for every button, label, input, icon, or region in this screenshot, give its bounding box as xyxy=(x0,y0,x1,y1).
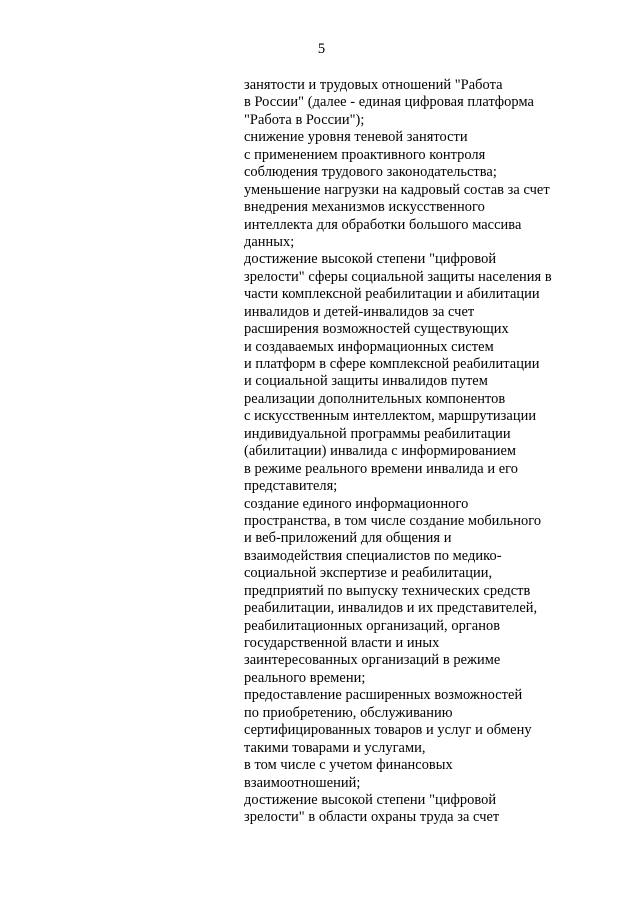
text-line: расширения возможностей существующих xyxy=(244,321,509,338)
text-line: взаимоотношений; xyxy=(244,774,361,791)
text-line: достижение высокой степени "цифровой xyxy=(244,251,497,268)
text-line: и платформ в сфере комплексной реабилитации xyxy=(244,356,540,372)
page-number xyxy=(0,41,640,58)
text-line: взаимодействия специалистов по медико- xyxy=(244,547,502,564)
text-line: предприятий по выпуску технических средств xyxy=(244,582,531,599)
text-line: реабилитации, инвалидов и их представителей, xyxy=(244,600,538,617)
text-line: соблюдения трудового законодательства; xyxy=(244,164,497,181)
text-line: заинтересованных организаций в режиме xyxy=(244,652,501,669)
text-line: части комплексной реабилитации и абилитации xyxy=(244,286,540,303)
text-line: и социальной защиты инвалидов путем xyxy=(244,373,488,390)
text-line: данных; xyxy=(244,233,295,250)
text-line: с применением проактивного контроля xyxy=(244,146,486,163)
text-line: сертифицированных товаров и услуг и обмену xyxy=(244,722,532,739)
text-line: предоставление расширенных возможностей xyxy=(244,687,523,704)
text-line: представителя; xyxy=(244,478,338,495)
text-line: внедрения механизмов искусственного xyxy=(244,199,485,216)
text-line: достижение высокой степени "цифровой xyxy=(244,791,497,808)
body-text xyxy=(244,77,624,827)
text-line: инвалидов и детей-инвалидов за счет xyxy=(244,303,475,320)
text-line: "Работа в России"); xyxy=(244,111,365,128)
text-line: (абилитации) инвалида с информированием xyxy=(244,443,517,460)
text-line: зрелости" в области охраны труда за счет xyxy=(244,809,500,826)
text-line: в России" (далее - единая цифровая платформа xyxy=(244,94,534,111)
text-line: по приобретению, обслуживанию xyxy=(244,704,453,721)
text-line: реального времени; xyxy=(244,669,366,686)
text-line: в том числе с учетом финансовых xyxy=(244,757,453,774)
text-line: реабилитационных организаций, органов xyxy=(244,617,501,634)
text-line: такими товарами и услугами, xyxy=(244,739,426,756)
text-line: занятости и трудовых отношений "Работа xyxy=(244,77,503,93)
text-line: интеллекта для обработки большого массива xyxy=(244,216,522,233)
text-line: и веб-приложений для общения и xyxy=(244,530,452,547)
page-number-text: 5 xyxy=(317,41,326,57)
text-line: государственной власти и иных xyxy=(244,635,440,651)
text-line: снижение уровня теневой занятости xyxy=(244,129,468,146)
text-line: пространства, в том числе создание мобильного xyxy=(244,512,542,529)
text-line: с искусственным интеллектом, маршрутизации xyxy=(244,408,537,425)
text-line: создание единого информационного xyxy=(244,495,469,512)
text-line: уменьшение нагрузки на кадровый состав за счет xyxy=(244,181,550,198)
text-line: индивидуальной программы реабилитации xyxy=(244,425,511,442)
text-line: и создаваемых информационных систем xyxy=(244,338,494,355)
text-line: социальной экспертизе и реабилитации, xyxy=(244,565,493,582)
text-line: зрелости" сферы социальной защиты населения в xyxy=(244,268,552,285)
text-line: реализации дополнительных компонентов xyxy=(244,390,506,407)
text-line: в режиме реального времени инвалида и его xyxy=(244,460,519,477)
